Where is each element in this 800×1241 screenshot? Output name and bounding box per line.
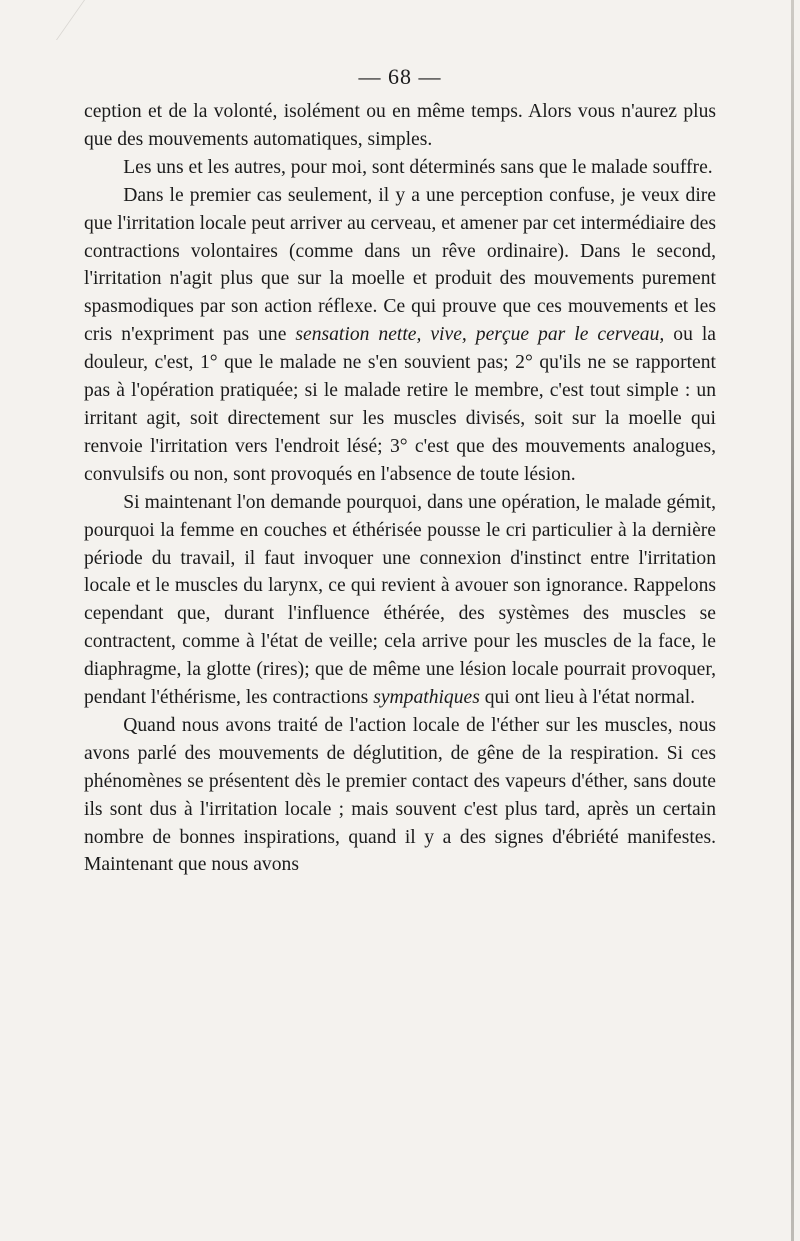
- paragraph-text: ception et de la volonté, isolément ou en même temps. Alors vous n'aurez plus que des mouvements automatiques, simples.: [84, 101, 716, 150]
- paragraph-text: Dans le premier cas seulement, il y a une perception confuse, je veux dire que l'irritation locale peut arriver au cerveau, et amener par cet intermédiaire des contractions volontaires (comme dans un rêve ordinaire). Dans le second, l'irritation n'agit plus que sur la moelle et produit des mouvements purement spasmodiques par son action réflexe. Ce qui prouve que ces mouvements et les cris n'expriment pas une: [84, 184, 716, 346]
- page-corner-shadow: [56, 0, 125, 40]
- body-text: [84, 98, 716, 879]
- paragraph: [84, 182, 716, 489]
- italic-text: sympathiques: [373, 687, 480, 709]
- italic-text: sensation nette, vive, perçue par le cerveau,: [295, 324, 665, 346]
- paragraph-text: Les uns et les autres, pour moi, sont déterminés sans que le malade souffre.: [123, 156, 713, 178]
- paragraph: [84, 489, 716, 712]
- page-edge: [791, 0, 794, 1241]
- paragraph: [84, 154, 716, 182]
- paragraph-text: ou la douleur, c'est, 1° que le malade ne s'en souvient pas; 2° qu'ils ne se rapportent pas à l'opération pratiquée; si le malade retire le membre, c'est tout simple : un irritant agit, soit directement sur les muscles divisés, soit sur la moelle qui renvoie l'irritation vers l'endroit lésé; 3° c'est que des mouvements analogues, convulsifs ou non, sont provoqués en l'absence de toute lésion.: [84, 324, 716, 485]
- paragraph-text: Quand nous avons traité de l'action locale de l'éther sur les muscles, nous avons parlé des mouvements de déglutition, de gêne de la respiration. Si ces phénomènes se présentent dès le premier contact des vapeurs d'éther, sans doute ils sont dus à l'irritation locale ; mais souvent c'est plus tard, après un certain nombre de bonnes inspirations, quand il y a des signes d'ébriété manifestes. Maintenant que nous avons: [84, 714, 716, 876]
- paragraph: [84, 712, 716, 879]
- paragraph-text: Si maintenant l'on demande pourquoi, dans une opération, le malade gémit, pourquoi la femme en couches et éthérisée pousse le cri particulier à la dernière période du travail, il faut invoquer une connexion d'instinct entre l'irritation locale et le muscles du larynx, ce qui revient à avouer son ignorance. Rappelons cependant que, durant l'influence éthérée, des systèmes des muscles se contractent, comme à l'état de veille; cela arrive pour les muscles de la face, le diaphragme, la glotte (rires); que de même une lésion locale pourrait provoquer, pendant l'éthérisme, les contractions: [84, 491, 716, 709]
- paragraph-text: qui ont lieu à l'état normal.: [479, 687, 696, 709]
- paragraph: [84, 98, 716, 154]
- page-number: — 68 —: [358, 64, 442, 89]
